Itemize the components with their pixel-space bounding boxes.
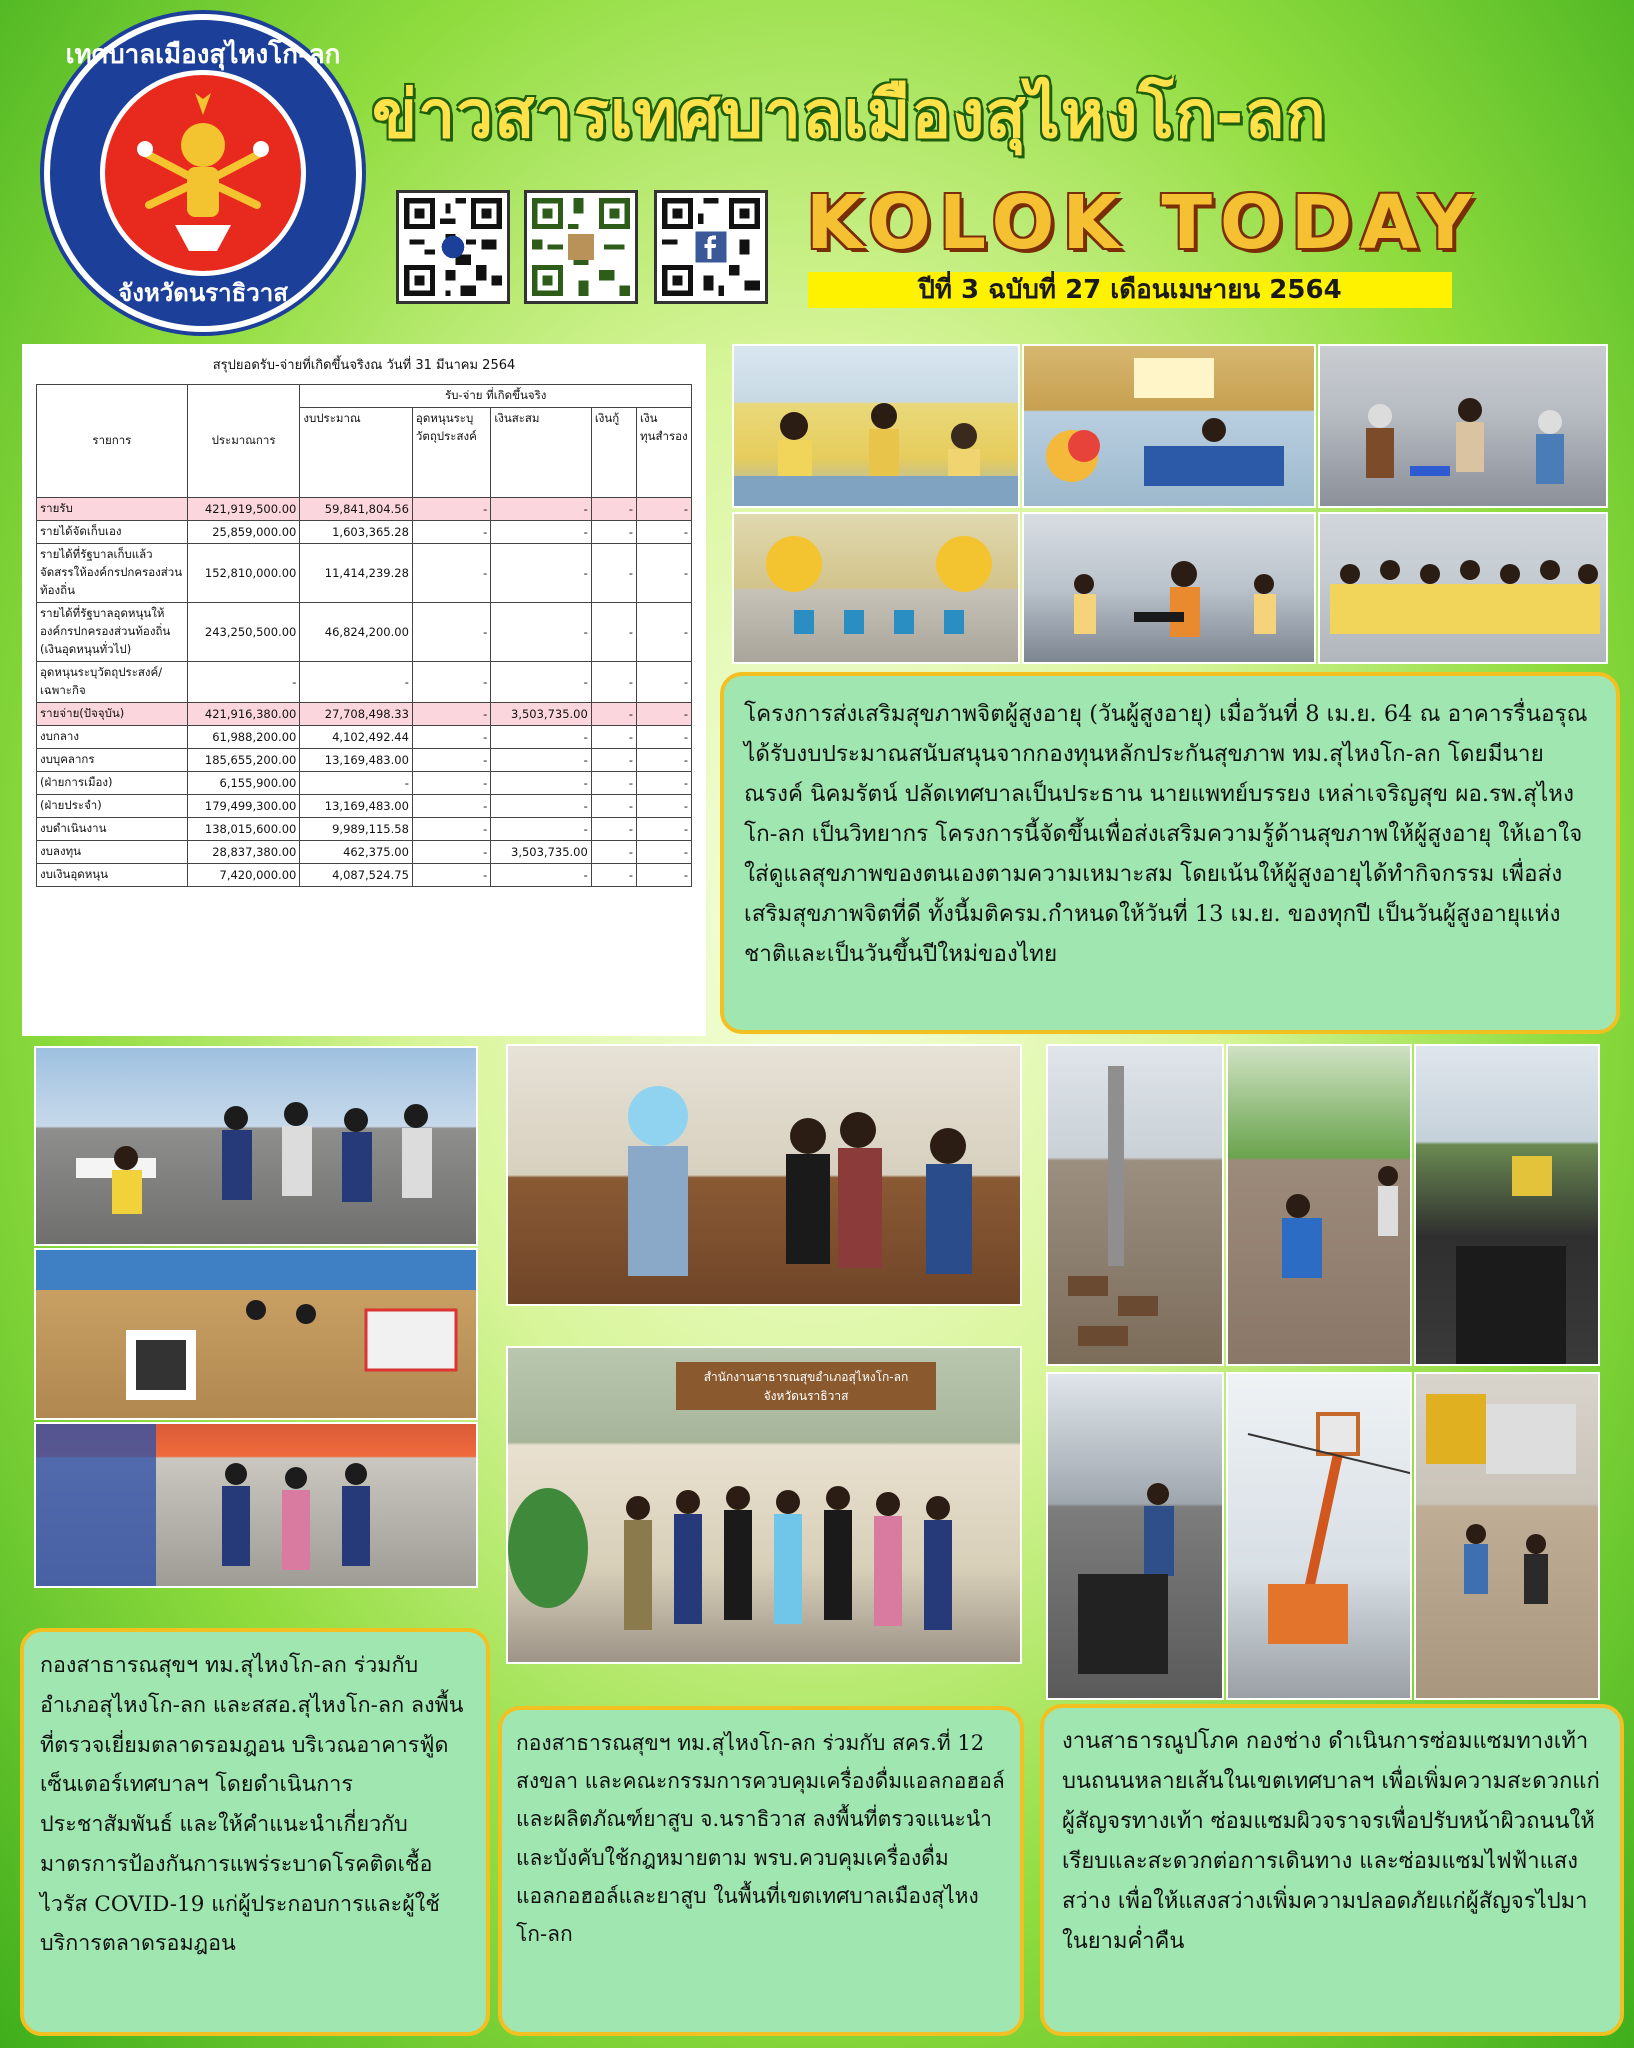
estimate-cell: 61,988,200.00 [187, 726, 300, 749]
photo-alcohol-inspection-1 [506, 1044, 1022, 1306]
caption-alcohol-inspection [498, 1706, 1024, 2036]
photo-elderly-audience [1318, 344, 1608, 508]
reserve-cell: - [637, 818, 692, 841]
loan-cell: - [591, 521, 636, 544]
budget-cell: 46,824,200.00 [300, 603, 413, 662]
caption-market-text: กองสาธารณสุขฯ ทม.สุไหงโก-ลก ร่วมกับอำเภอสุไหงโก-ลก และสสอ.สุไหงโก-ลก ลงพื้นที่ตรวจเยี่ยมตลาดรอมฎอน บริเวณอาคารฟู้ดเซ็นเตอร์เทศบาลฯ โดยดำเนินการประชาสัมพันธ์ และให้คำแนะนำเกี่ยวกับมาตรการป้องกันการแพร่ระบาดโรคติดเชื้อไวรัส COVID-19 แก่ผู้ประกอบการและผู้ใช้บริการตลาดรอมฎอน [40, 1653, 464, 1957]
finance-table-title: สรุปยอดรับ-จ่ายที่เกิดขึ้นจริงณ วันที่ 31 มีนาคม 2564 [212, 358, 516, 373]
caption-alcohol-text: กองสาธารณสุขฯ ทม.สุไหงโก-ลก ร่วมกับ สคร.ที่ 12 สงขลา และคณะกรรมการควบคุมเครื่องดื่มแอลกอฮอล์และผลิตภัณฑ์ยาสูบ จ.นราธิวาส ลงพื้นที่ตรวจแนะนำและบังคับใช้กฎหมายตาม พรบ.ควบคุมเครื่องดื่มแอลกอฮอล์และยาสูบ ในพื้นที่เขตเทศบาลเมืองสุไหงโก-ลก [516, 1731, 1005, 1947]
facebook-qr-code-icon[interactable] [654, 190, 768, 304]
newsletter-title-thai: ข่าวสารเทศบาลเมืองสุไหงโก-ลก [372, 76, 1327, 153]
estimate-cell: 421,919,500.00 [187, 498, 300, 521]
estimate-cell: 243,250,500.00 [187, 603, 300, 662]
budget-cell: 9,989,115.58 [300, 818, 413, 841]
loan-cell: - [591, 544, 636, 603]
finance-table [36, 384, 692, 887]
estimate-cell: 138,015,600.00 [187, 818, 300, 841]
col-header-item: รายการ [37, 385, 188, 498]
reserve-cell: - [637, 603, 692, 662]
specific-subsidy-cell: - [412, 703, 490, 726]
loan-cell: - [591, 662, 636, 703]
finance-row [37, 544, 692, 603]
estimate-cell: 185,655,200.00 [187, 749, 300, 772]
budget-cell: 13,169,483.00 [300, 795, 413, 818]
reserve-cell: - [637, 772, 692, 795]
loan-cell: - [591, 818, 636, 841]
specific-subsidy-cell: - [412, 818, 490, 841]
savings-cell: - [491, 818, 592, 841]
row-label: งบดำเนินงาน [37, 818, 188, 841]
row-label: รายจ่าย(ปัจจุบัน) [37, 703, 188, 726]
col-header-estimate: ประมาณการ [187, 385, 300, 498]
finance-row [37, 521, 692, 544]
specific-subsidy-cell: - [412, 841, 490, 864]
finance-row [37, 662, 692, 703]
finance-row [37, 864, 692, 887]
savings-cell: - [491, 521, 592, 544]
budget-cell: 11,414,239.28 [300, 544, 413, 603]
savings-cell: - [491, 749, 592, 772]
qr-code-icon[interactable] [396, 190, 510, 304]
budget-cell: 4,102,492.44 [300, 726, 413, 749]
estimate-cell: 6,155,900.00 [187, 772, 300, 795]
reserve-cell: - [637, 544, 692, 603]
row-label: งบลงทุน [37, 841, 188, 864]
photo-alcohol-inspection-group [506, 1346, 1022, 1664]
row-label: (ฝ่ายประจำ) [37, 795, 188, 818]
budget-cell: - [300, 772, 413, 795]
estimate-cell: 179,499,300.00 [187, 795, 300, 818]
savings-cell: 3,503,735.00 [491, 841, 592, 864]
photo-repair-sidewalk-1 [1046, 1044, 1224, 1366]
estimate-cell: - [187, 662, 300, 703]
row-label: รายได้ที่รัฐบาลอุดหนุนให้องค์กรปกครองส่วนท้องถิ่น (เงินอุดหนุนทั่วไป) [37, 603, 188, 662]
specific-subsidy-cell: - [412, 603, 490, 662]
loan-cell: - [591, 864, 636, 887]
savings-cell: - [491, 795, 592, 818]
budget-cell: 27,708,498.33 [300, 703, 413, 726]
reserve-cell: - [637, 864, 692, 887]
caption-elderly-project [720, 672, 1620, 1034]
finance-row [37, 703, 692, 726]
budget-cell: 1,603,365.28 [300, 521, 413, 544]
photo-market-visit-2 [34, 1248, 478, 1420]
photo-repair-cleanup [1414, 1372, 1600, 1700]
loan-cell: - [591, 703, 636, 726]
specific-subsidy-cell: - [412, 498, 490, 521]
photo-repair-road-surface [1414, 1044, 1600, 1366]
finance-row [37, 818, 692, 841]
finance-row [37, 795, 692, 818]
col-header-savings: เงินสะสม [491, 408, 592, 498]
row-label: งบกลาง [37, 726, 188, 749]
finance-row [37, 498, 692, 521]
budget-cell: - [300, 662, 413, 703]
savings-cell: - [491, 772, 592, 795]
specific-subsidy-cell: - [412, 662, 490, 703]
loan-cell: - [591, 603, 636, 662]
finance-row [37, 726, 692, 749]
issue-line: ปีที่ 3 ฉบับที่ 27 เดือนเมษายน 2564 [808, 272, 1452, 308]
photo-repair-streetlight [1226, 1372, 1412, 1700]
reserve-cell: - [637, 662, 692, 703]
office-sign-title: สำนักงานสาธารณสุขอำเภอสุไหงโก-ลก [703, 1370, 909, 1384]
specific-subsidy-cell: - [412, 772, 490, 795]
savings-cell: - [491, 544, 592, 603]
specific-subsidy-cell: - [412, 749, 490, 772]
col-header-specific-subsidy: อุดหนุนระบุวัตถุประสงค์ [412, 408, 490, 498]
reserve-cell: - [637, 521, 692, 544]
estimate-cell: 25,859,000.00 [187, 521, 300, 544]
photo-elderly-group [1318, 512, 1608, 664]
photo-elderly-stage [1022, 344, 1316, 508]
loan-cell: - [591, 841, 636, 864]
savings-cell: - [491, 662, 592, 703]
budget-cell: 4,087,524.75 [300, 864, 413, 887]
col-header-group: รับ-จ่าย ที่เกิดขึ้นจริง [300, 385, 692, 408]
col-header-loan: เงินกู้ [591, 408, 636, 498]
savings-cell: - [491, 498, 592, 521]
qr-code-icon[interactable] [524, 190, 638, 304]
specific-subsidy-cell: - [412, 864, 490, 887]
reserve-cell: - [637, 498, 692, 521]
caption-elderly-text: โครงการส่งเสริมสุขภาพจิตผู้สูงอายุ (วันผู้สูงอายุ) เมื่อวันที่ 8 เม.ย. 64 ณ อาคารรื่นอรุณ ได้รับงบประมาณสนับสนุนจากกองทุนหลักประกันสุขภาพ ทม.สุไหงโก-ลก โดยมีนายณรงค์ นิคมรัตน์ ปลัดเทศบาลเป็นประธาน นายแพทย์บรรยง เหล่าเจริญสุข ผอ.รพ.สุไหงโก-ลก เป็นวิทยากร โครงการนี้จัดขึ้นเพื่อส่งเสริมความรู้ด้านสุขภาพให้ผู้สูงอายุ ให้เอาใจใส่ดูแลสุขภาพของตนเองตามความเหมาะสม โดยเน้นให้ผู้สูงอายุได้ทำกิจกรรม เพื่อส่งเสริมสุขภาพจิตที่ดี ทั้งนี้มติครม.กำหนดให้วันที่ 13 เม.ย. ของทุกปี เป็นวันผู้สูงอายุแห่งชาติและเป็นวันขึ้นปีใหม่ของไทย [744, 701, 1588, 968]
savings-cell: - [491, 864, 592, 887]
loan-cell: - [591, 726, 636, 749]
logo-ring-bottom-text: จังหวัดนราธิวาส [118, 279, 288, 307]
estimate-cell: 421,916,380.00 [187, 703, 300, 726]
finance-row [37, 841, 692, 864]
row-label: รายรับ [37, 498, 188, 521]
loan-cell: - [591, 795, 636, 818]
specific-subsidy-cell: - [412, 521, 490, 544]
photo-repair-sidewalk-2 [1226, 1044, 1412, 1366]
logo-emblem [100, 70, 306, 276]
loan-cell: - [591, 772, 636, 795]
deity-emblem-icon [105, 75, 301, 271]
municipality-logo [44, 14, 362, 332]
budget-cell: 462,375.00 [300, 841, 413, 864]
row-label: รายได้ที่รัฐบาลเก็บแล้วจัดสรรให้องค์กรปกครองส่วนท้องถิ่น [37, 544, 188, 603]
caption-repair-text: งานสาธารณูปโภค กองช่าง ดำเนินการซ่อมแซมทางเท้าบนถนนหลายเส้นในเขตเทศบาลฯ เพื่อเพิ่มความสะดวกแก่ผู้สัญจรทางเท้า ซ่อมแซมผิวจราจรเพื่อปรับหน้าผิวถนนให้เรียบและสะดวกต่อการเดินทาง และซ่อมแซมไฟฟ้าแสงสว่าง เพื่อให้แสงสว่างเพิ่มความปลอดภัยแก่ผู้สัญจรไปมาในยามค่ำคืน [1062, 1729, 1600, 1955]
budget-cell: 59,841,804.56 [300, 498, 413, 521]
office-sign-subtitle: จังหวัดนราธิวาส [763, 1389, 849, 1403]
caption-market-inspection [20, 1628, 490, 2036]
col-header-reserve: เงินทุนสำรอง [637, 408, 692, 498]
logo-ring-top-text: เทศบาลเมืองสุไหงโก-ลก [65, 40, 341, 70]
row-label: อุดหนุนระบุวัตถุประสงค์/เฉพาะกิจ [37, 662, 188, 703]
loan-cell: - [591, 749, 636, 772]
reserve-cell: - [637, 841, 692, 864]
caption-repair-work [1040, 1704, 1624, 2036]
finance-row [37, 749, 692, 772]
estimate-cell: 7,420,000.00 [187, 864, 300, 887]
row-label: งบเงินอุดหนุน [37, 864, 188, 887]
specific-subsidy-cell: - [412, 544, 490, 603]
savings-cell: 3,503,735.00 [491, 703, 592, 726]
finance-row [37, 603, 692, 662]
savings-cell: - [491, 726, 592, 749]
reserve-cell: - [637, 726, 692, 749]
finance-summary-panel [22, 344, 706, 1036]
specific-subsidy-cell: - [412, 795, 490, 818]
estimate-cell: 152,810,000.00 [187, 544, 300, 603]
savings-cell: - [491, 603, 592, 662]
row-label: (ฝ่ายการเมือง) [37, 772, 188, 795]
estimate-cell: 28,837,380.00 [187, 841, 300, 864]
budget-cell: 13,169,483.00 [300, 749, 413, 772]
photo-elderly-exercise [732, 512, 1020, 664]
finance-row [37, 772, 692, 795]
specific-subsidy-cell: - [412, 726, 490, 749]
photo-market-visit-1 [34, 1046, 478, 1246]
col-header-budget: งบประมาณ [300, 408, 413, 498]
photo-market-visit-3 [34, 1422, 478, 1588]
photo-repair-asphalt [1046, 1372, 1224, 1700]
reserve-cell: - [637, 703, 692, 726]
loan-cell: - [591, 498, 636, 521]
photo-elderly-registration [732, 344, 1020, 508]
row-label: รายได้จัดเก็บเอง [37, 521, 188, 544]
row-label: งบบุคลากร [37, 749, 188, 772]
reserve-cell: - [637, 749, 692, 772]
photo-elderly-music [1022, 512, 1316, 664]
newsletter-title-english: KOLOK TODAY [806, 180, 1481, 266]
finance-table-body [37, 498, 692, 887]
reserve-cell: - [637, 795, 692, 818]
